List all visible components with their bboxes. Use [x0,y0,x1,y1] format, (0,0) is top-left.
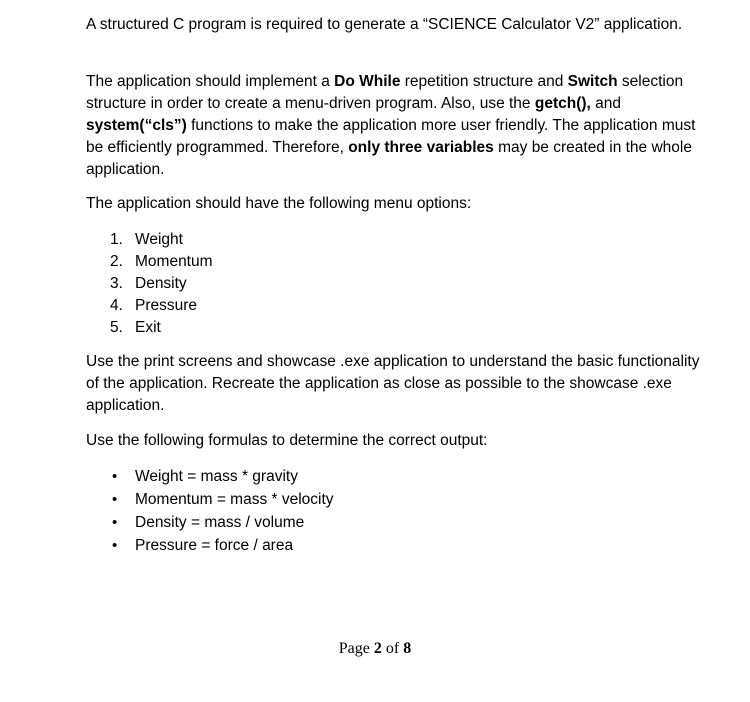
list-item-number: 1. [110,231,123,248]
list-item-label: Density [135,275,187,292]
list-item-number: 4. [110,297,123,314]
list-item-number: 5. [110,319,123,336]
formula-text: Weight = mass * gravity [135,468,298,485]
req-text-5: functions to make the application more user friendly. The application must be efficiently programmed. Therefore, [86,117,696,156]
footer-middle: of [381,640,404,657]
showcase-paragraph: Use the print screens and showcase .exe application to understand the basic functionality of the application. Recreate the application as close as possible to the showcase .exe application. [86,353,700,414]
menu-heading: The application should have the following menu options: [86,195,472,212]
footer-current-page: 2 [373,640,382,657]
req-bold-switch: Switch [567,73,618,90]
requirements-paragraph [86,71,716,181]
req-bold-getch: getch(), [534,95,591,112]
formula-text: Momentum = mass * velocity [135,491,334,508]
bullet-icon: • [112,537,118,554]
footer-total-pages: 8 [403,640,412,657]
intro-paragraph: A structured C program is required to generate a “SCIENCE Calculator V2” application. [86,16,683,33]
formulas-heading: Use the following formulas to determine the correct output: [86,432,488,449]
list-item-number: 2. [110,253,123,270]
req-bold-system-cls: system(“cls”) [86,117,187,134]
formula-text: Pressure = force / area [135,537,294,554]
req-text-2: repetition structure and [400,73,568,90]
footer-prefix: Page [338,640,374,657]
req-text-6: may be created in the whole application. [86,139,692,178]
list-item-label: Momentum [135,253,213,270]
list-item-label: Weight [135,231,183,248]
req-text-1: The application should implement a [86,73,335,90]
bullet-icon: • [112,491,118,508]
req-text-4: and [590,95,621,112]
bullet-icon: • [112,468,118,485]
req-bold-do-while: Do While [334,73,401,90]
list-item-label: Pressure [135,297,198,314]
list-item-number: 3. [110,275,123,292]
page-footer [0,638,750,660]
bullet-icon: • [112,514,118,531]
list-item-label: Exit [135,319,161,336]
formula-text: Density = mass / volume [135,514,305,531]
req-text-3: selection structure in order to create a menu-driven program. Also, use the [86,73,684,112]
req-bold-three-variables: only three variables [348,139,494,156]
